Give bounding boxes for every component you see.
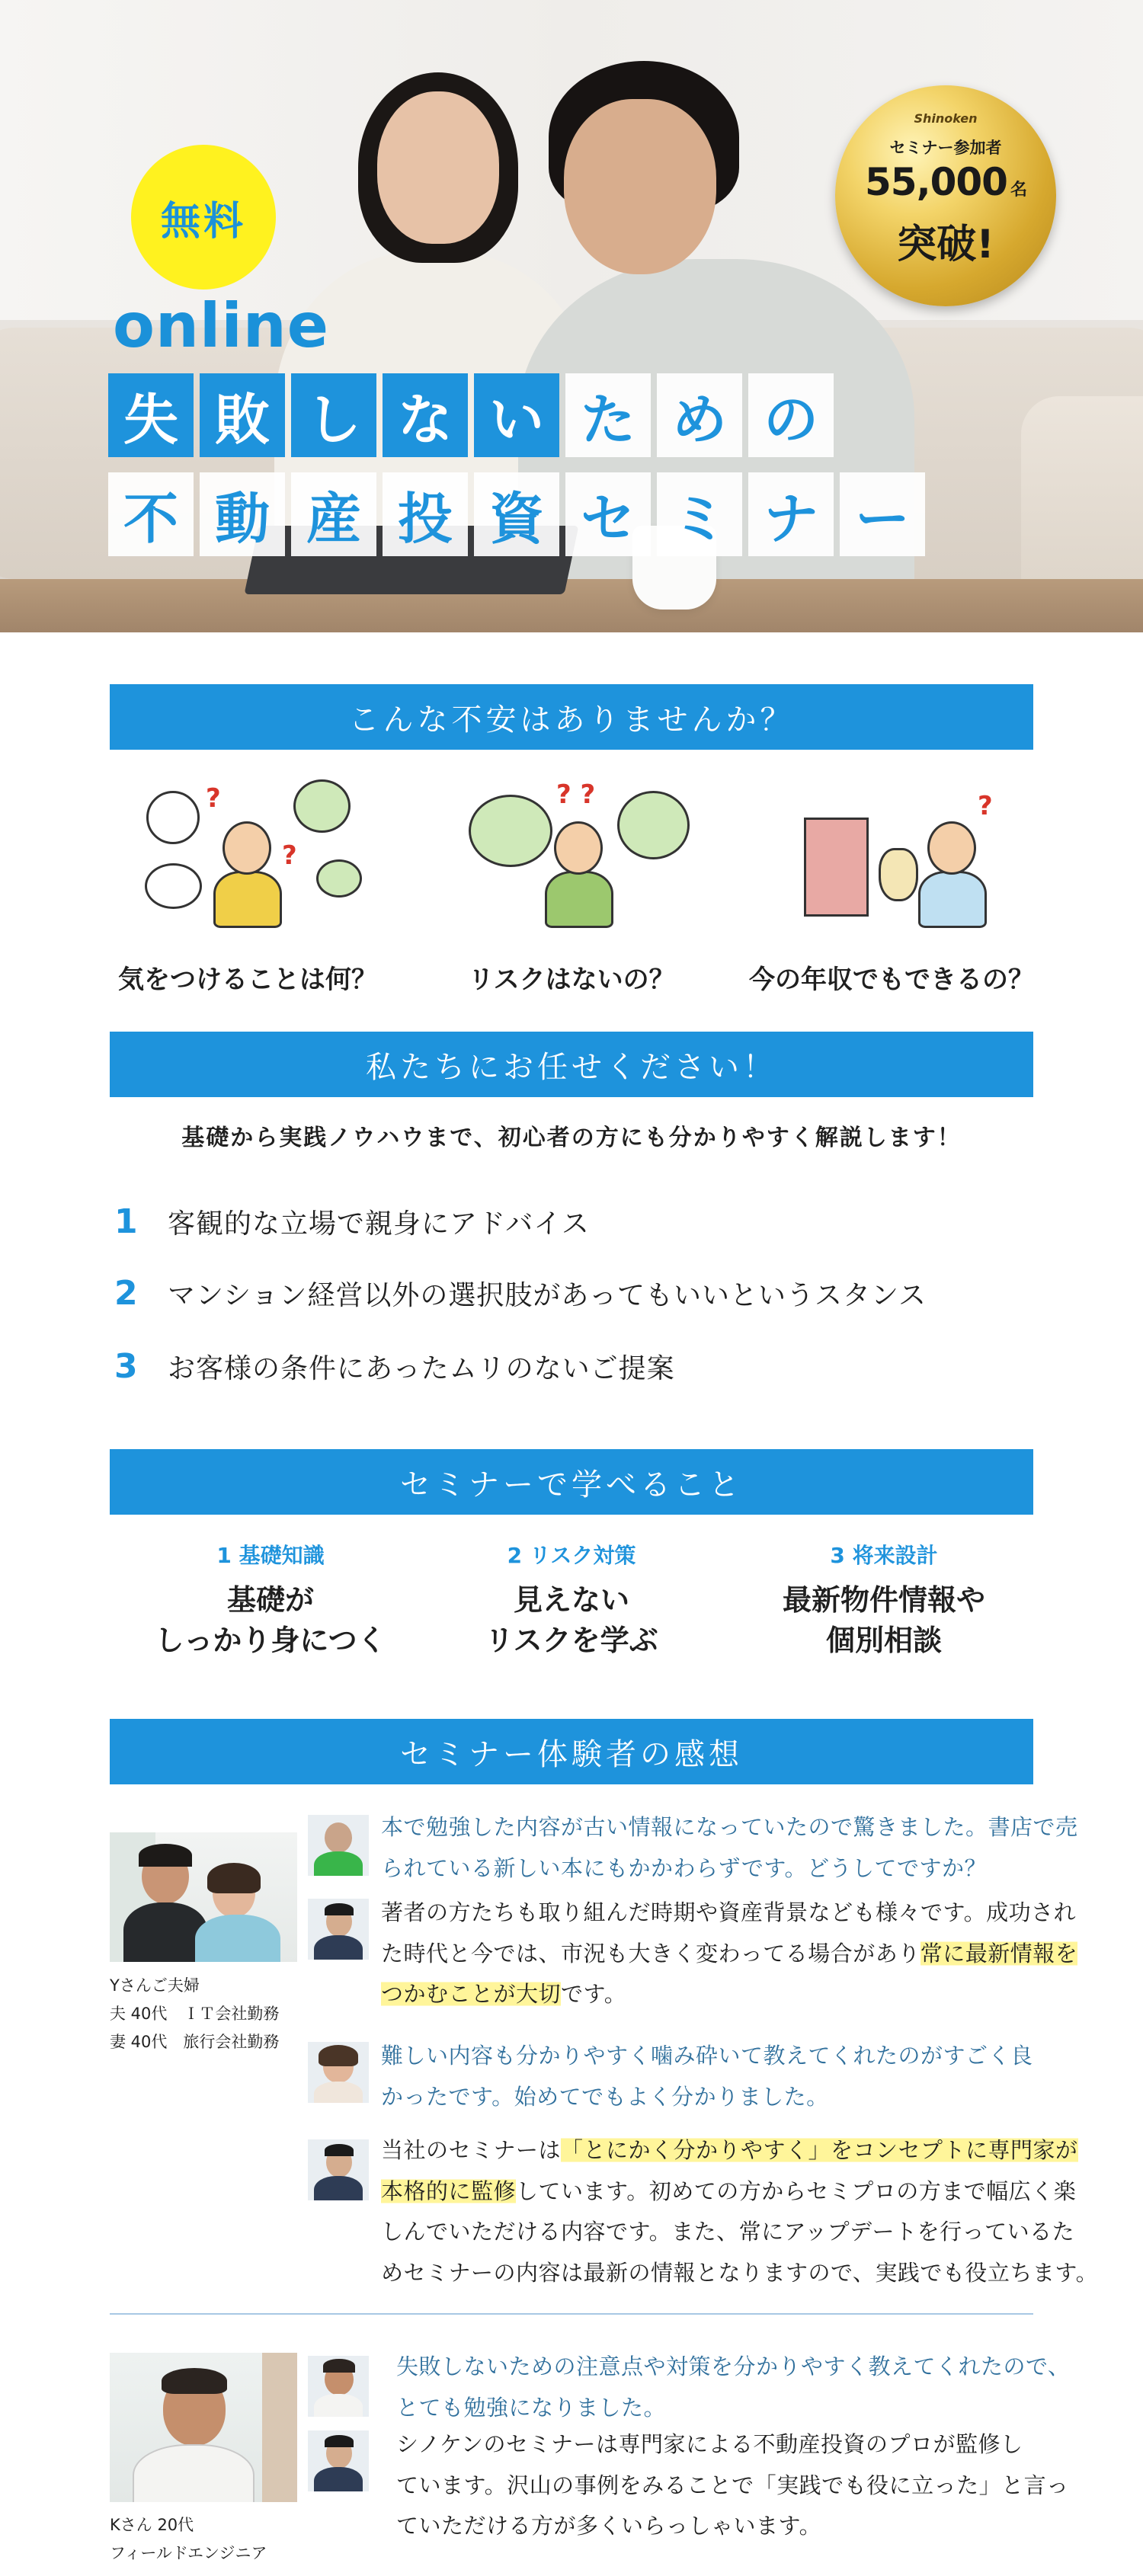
voices-divider — [110, 2313, 1033, 2315]
calendar-bubble — [146, 791, 200, 844]
learn-line: 基礎が — [226, 1583, 314, 1617]
title-char: 投 — [383, 472, 468, 556]
voices-heading: セミナー体験者の感想 — [110, 1719, 1033, 1784]
worry-item-risk — [431, 776, 712, 996]
title-char: 敗 — [200, 373, 285, 457]
learn-tag: 1 基礎知識 — [216, 1543, 325, 1568]
worry-caption: 今の年収でもできるの？ — [749, 965, 1034, 995]
point-number: 1 — [114, 1202, 138, 1241]
discussion-bubble — [469, 795, 552, 867]
trust-lead: 基礎から実践ノウハウまで、初心者の方にも分かりやすく解説します！ — [181, 1125, 962, 1151]
highlight: 「とにかく分かりやすく」をコンセプトに専門家が — [561, 2137, 1078, 2163]
money-bag-icon — [879, 848, 918, 901]
couple-photo — [110, 1832, 297, 1962]
learn-line: リスクを学ぶ — [485, 1624, 658, 1658]
profile-detail: 夫 40代 ＩＴ会社勤務 — [110, 2004, 280, 2023]
person-head — [554, 821, 603, 875]
highlight: 本格的に監修 — [381, 2178, 517, 2204]
worry-caption: リスクはないの？ — [468, 965, 675, 995]
question-mark-icon: ? — [206, 783, 221, 814]
building-icon — [804, 818, 869, 917]
title-char: 失 — [108, 373, 194, 457]
handshake-bubble — [617, 791, 690, 859]
person-body — [213, 871, 282, 928]
customer-question: 失敗しないための注意点や対策を分かりやすく教えてくれたので、 とても勉強になりました。 — [396, 2354, 1071, 2421]
hero-banner — [0, 0, 1143, 632]
hero-table — [0, 579, 1143, 632]
customer-avatar — [308, 1815, 369, 1876]
learn-line: 個別相談 — [825, 1624, 942, 1658]
profile-name: Kさん 20代 — [110, 2516, 194, 2534]
profile-k — [110, 2511, 267, 2568]
point-text: お客様の条件にあったムリのないご提案 — [168, 1353, 675, 1384]
coins-bubble — [316, 859, 362, 898]
title-char: ミ — [657, 472, 742, 556]
seal-breakthrough: 突破! — [897, 222, 994, 267]
customer-avatar — [308, 2042, 369, 2103]
document-bubble — [145, 863, 202, 909]
customer-avatar — [308, 2356, 369, 2417]
worker-bubble — [293, 779, 351, 833]
point-text: 客観的な立場で親身にアドバイス — [168, 1208, 590, 1240]
question-mark-icon: ? ? — [556, 779, 596, 810]
title-char: た — [565, 373, 651, 457]
trust-heading: 私たちにお任せください！ — [110, 1032, 1033, 1097]
staff-answer: 著者の方たちも取り組んだ時期や資産背景なども様々です。成功され た時代と今では、市況も大きく変わってる場合があり常に最新情報を つかむことが大切です。 — [381, 1899, 1078, 2008]
learn-item — [411, 1539, 732, 1661]
point-item — [114, 1274, 927, 1313]
title-char: 産 — [291, 472, 376, 556]
online-label: online — [113, 290, 329, 361]
learn-line: 見えない — [513, 1583, 629, 1617]
person-head — [927, 821, 976, 875]
worry-caption: 気をつけることは何？ — [118, 965, 377, 995]
customer-question: 本で勉強した内容が古い情報になっていたので驚きました。書店で売 られている新しい本にもかかわらずです。どうしてですか？ — [381, 1814, 1078, 1881]
learn-line: しっかり身につく — [155, 1624, 386, 1658]
staff-avatar — [308, 2430, 369, 2491]
person-body — [918, 871, 987, 928]
hero-title-row-1 — [108, 373, 834, 457]
title-char: ナ — [748, 472, 834, 556]
worried-person-illustration — [130, 776, 366, 928]
learn-line: 最新物件情報や — [782, 1583, 985, 1617]
staff-avatar — [308, 2139, 369, 2200]
point-number: 2 — [114, 1274, 138, 1313]
highlight: 常に最新情報を — [920, 1940, 1078, 1966]
point-text: マンション経営以外の選択肢があってもいいというスタンス — [168, 1280, 927, 1311]
customer-k-photo — [110, 2353, 297, 2502]
profile-name: Yさんご夫婦 — [110, 1976, 200, 1995]
participants-seal — [835, 85, 1056, 306]
staff-answer: 当社のセミナーは「とにかく分かりやすく」をコンセプトに専門家が 本格的に監修しています。初めての方からセミプロの方まで幅広く楽 しんでいただける内容です。また、常にアップデートを行っているた めセミナーの内容は最新の情報となりますので、実践でも役立ちます。 — [381, 2137, 1099, 2286]
worried-person-illustration — [453, 776, 690, 928]
person-body — [545, 871, 613, 928]
learn-heading: セミナーで学べること — [110, 1449, 1033, 1515]
highlight: つかむことが大切 — [381, 1981, 562, 2008]
learn-tag: 3 将来設計 — [830, 1543, 938, 1568]
learn-item — [724, 1539, 1044, 1661]
seal-logo: Shinoken — [914, 111, 978, 126]
title-char: ー — [840, 472, 925, 556]
profile-detail: フィールドエンジニア — [110, 2543, 267, 2562]
title-char: 不 — [108, 472, 194, 556]
staff-avatar — [308, 1899, 369, 1960]
worried-person-illustration — [773, 776, 1010, 928]
hero-woman-face — [377, 91, 499, 244]
seal-count: 55,000 名 — [865, 160, 1026, 204]
title-char: い — [474, 373, 559, 457]
person-head — [223, 821, 271, 875]
profile-detail: 妻 40代 旅行会社勤務 — [110, 2032, 280, 2051]
seal-label: セミナー参加者 — [889, 139, 1002, 157]
point-item — [114, 1347, 675, 1386]
title-char: し — [291, 373, 376, 457]
point-number: 3 — [114, 1347, 138, 1386]
title-char: め — [657, 373, 742, 457]
hero-title-row-2 — [108, 472, 925, 556]
title-char: 資 — [474, 472, 559, 556]
staff-answer: シノケンのセミナーは専門家による不動産投資のプロが監修し ています。沢山の事例をみることで「実践でも役に立った」と言っ ていただける方が多くいらっしゃいます。 — [396, 2431, 1069, 2539]
customer-question: 難しい内容も分かりやすく噛み砕いて教えてくれたのがすごく良 かったです。始めてでもよく分かりました。 — [381, 2043, 1033, 2110]
worry-item-income — [732, 776, 1052, 996]
worry-item-precautions — [107, 776, 389, 996]
title-char: な — [383, 373, 468, 457]
title-char: セ — [565, 472, 651, 556]
learn-tag: 2 リスク対策 — [507, 1543, 636, 1568]
profile-couple — [110, 1972, 279, 2056]
hero-man-face — [564, 99, 716, 274]
worries-heading: こんな不安はありませんか？ — [110, 684, 1033, 750]
point-item — [114, 1202, 590, 1241]
question-mark-icon: ? — [282, 840, 297, 871]
free-badge: 無料 — [131, 145, 276, 290]
learn-item — [110, 1539, 431, 1661]
title-char: 動 — [200, 472, 285, 556]
question-mark-icon: ? — [978, 791, 993, 821]
title-char: の — [748, 373, 834, 457]
